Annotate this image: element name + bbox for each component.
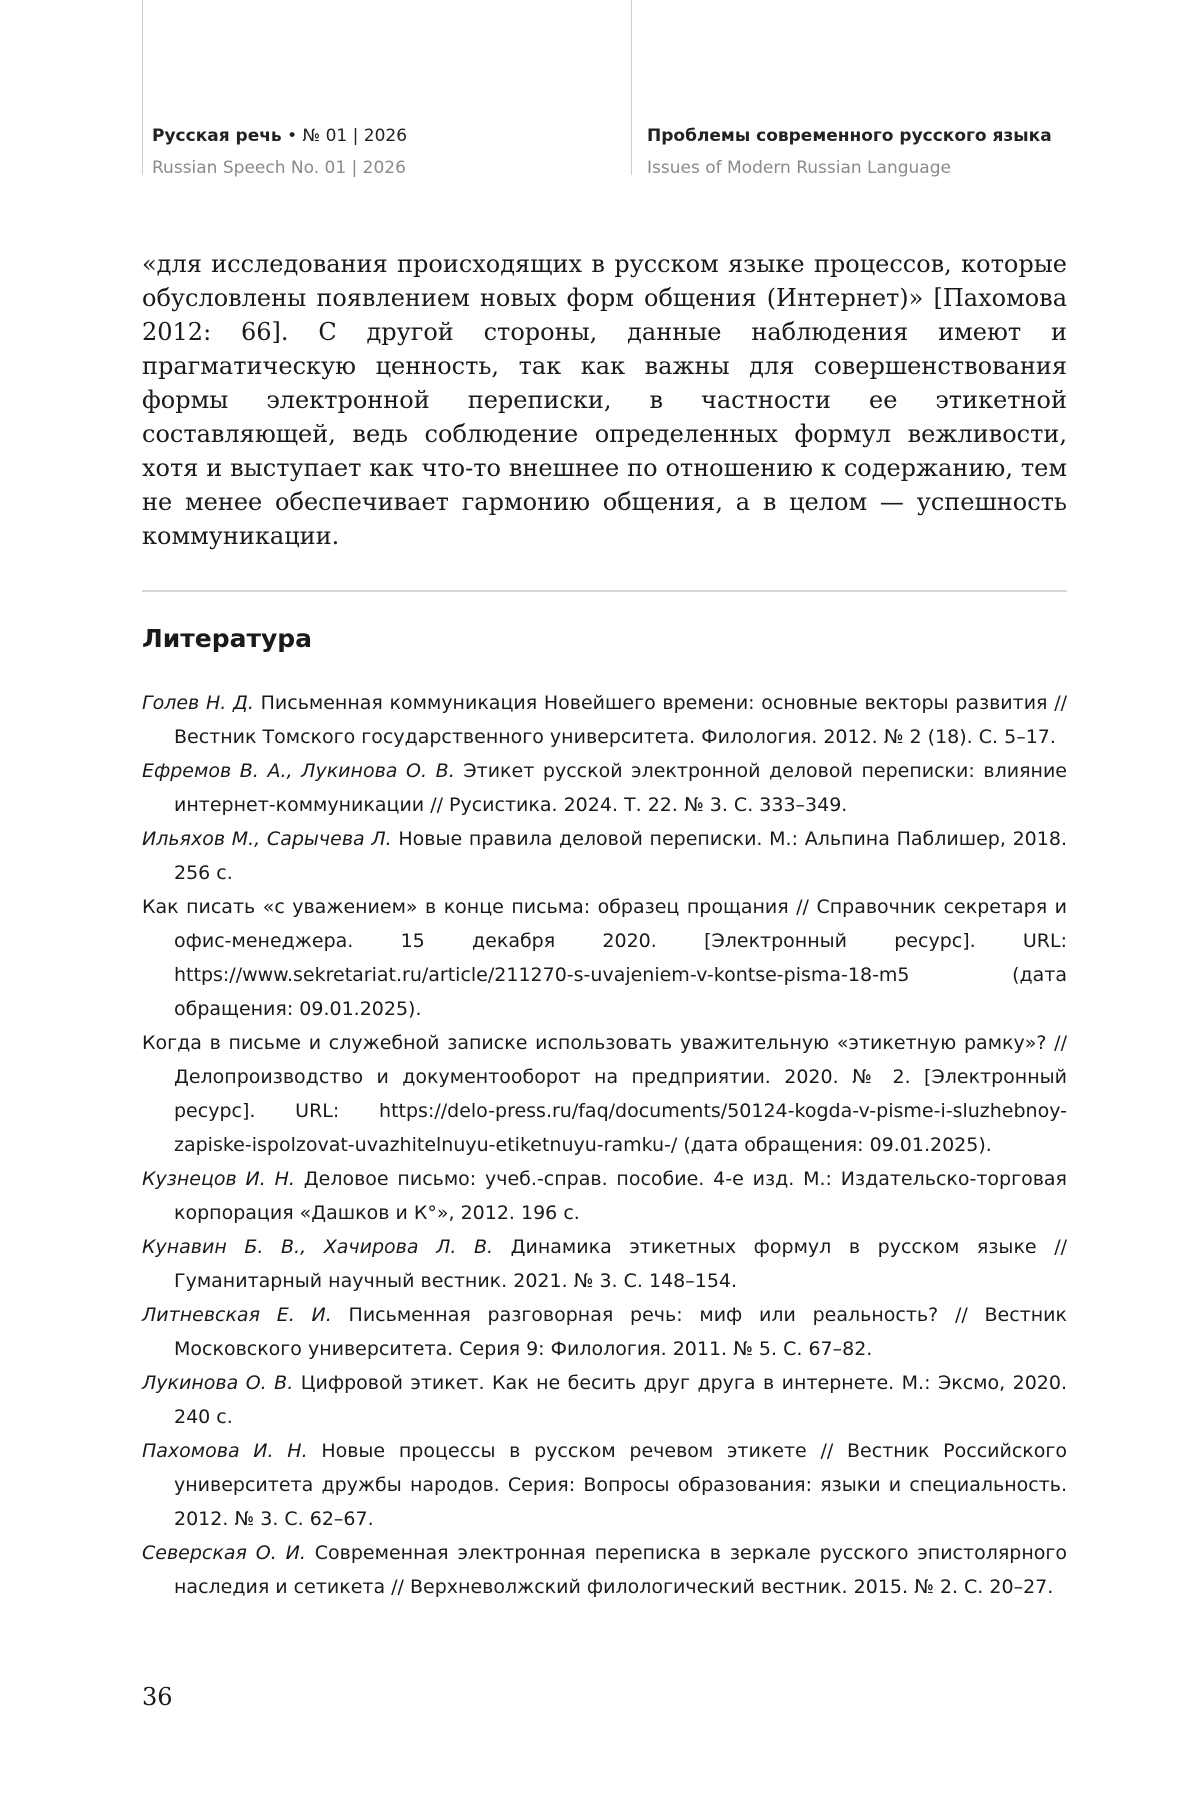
journal-name: Русская речь (152, 126, 282, 146)
section-title-ru: Проблемы современного русского языка (647, 126, 1052, 146)
page-number: 36 (142, 1683, 173, 1711)
header-divider-right (631, 0, 632, 175)
reference-item: Ефремов В. А., Лукинова О. В. Этикет русской электронной деловой переписки: влияние интернет-коммуникации // Русистика. 2024. Т. 22. № 3. С. 333–349. (142, 760, 1067, 816)
header-divider-left (142, 0, 143, 175)
section-divider (142, 590, 1067, 592)
reference-item: Литневская Е. И. Письменная разговорная речь: миф или реальность? // Вестник Московского университета. Серия 9: Филология. 2011. № 5. С. 67–82. (142, 1304, 1067, 1360)
journal-title-en: Russian Speech No. 01 | 2026 (152, 158, 406, 178)
references-title: Литература (142, 624, 313, 653)
reference-item: Ильяхов М., Сарычева Л. Новые правила деловой переписки. М.: Альпина Паблишер, 2018. 256 с. (142, 828, 1067, 884)
reference-item: Голев Н. Д. Письменная коммуникация Новейшего времени: основные векторы развития // Вестник Томского государственного университета. Филология. 2012. № 2 (18). С. 5–17. (142, 692, 1067, 748)
reference-item: Кунавин Б. В., Хачирова Л. В. Динамика этикетных формул в русском языке // Гуманитарный научный вестник. 2021. № 3. С. 148–154. (142, 1236, 1067, 1292)
reference-item: Как писать «с уважением» в конце письма: образец прощания // Справочник секретаря и офис-менеджера. 15 декабря 2020. [Электронный ресурс]. URL: https://www.sekretariat.ru/article/211270-s-uvajeniem-v-kontse-pisma-18-m5 (дата обращения: 09.01.2025). (142, 896, 1067, 1020)
section-title-en: Issues of Modern Russian Language (647, 158, 951, 178)
reference-item: Кузнецов И. Н. Деловое письмо: учеб.-справ. пособие. 4-е изд. М.: Издательско-торговая корпорация «Дашков и К°», 2012. 196 с. (142, 1168, 1067, 1224)
references-list (142, 686, 1067, 1604)
body-paragraph: «для исследования происходящих в русском языке процессов, которые обусловлены появлением новых форм общения (Интернет)» [Пахомова 2012: 66]. С другой стороны, данные наблюдения имеют и прагматическую ценность, так как важны для совершенствования формы электронной переписки, в частности ее этикетной составляющей, ведь соблюдение определенных формул вежливости, хотя и выступает как что-то внешнее по отношению к содержанию, тем не менее обеспечивает гармонию общения, а в целом — успешность коммуникации. (142, 250, 1067, 550)
reference-item: Пахомова И. Н. Новые процессы в русском речевом этикете // Вестник Российского университета дружбы народов. Серия: Вопросы образования: языки и специальность. 2012. № 3. С. 62–67. (142, 1440, 1067, 1530)
reference-item: Когда в письме и служебной записке использовать уважительную «этикетную рамку»? // Делопроизводство и документооборот на предприятии. 2020. № 2. [Электронный ресурс]. URL: https://delo-press.ru/faq/documents/50124-kogda-v-pisme-i-sluzhebnoy-zapiske-ispolzovat-uvazhitelnuyu-etiketnuyu-ramku-/ (дата обращения: 09.01.2025). (142, 1032, 1067, 1156)
reference-item: Северская О. И. Современная электронная переписка в зеркале русского эпистолярного наследия и сетикета // Верхневолжский филологический вестник. 2015. № 2. С. 20–27. (142, 1542, 1067, 1598)
journal-header (152, 126, 407, 179)
journal-issue: • № 01 | 2026 (281, 126, 408, 146)
section-header (647, 126, 1052, 179)
journal-title-ru (152, 126, 407, 147)
reference-item: Лукинова О. В. Цифровой этикет. Как не бесить друг друга в интернете. М.: Эксмо, 2020. 240 с. (142, 1372, 1067, 1428)
